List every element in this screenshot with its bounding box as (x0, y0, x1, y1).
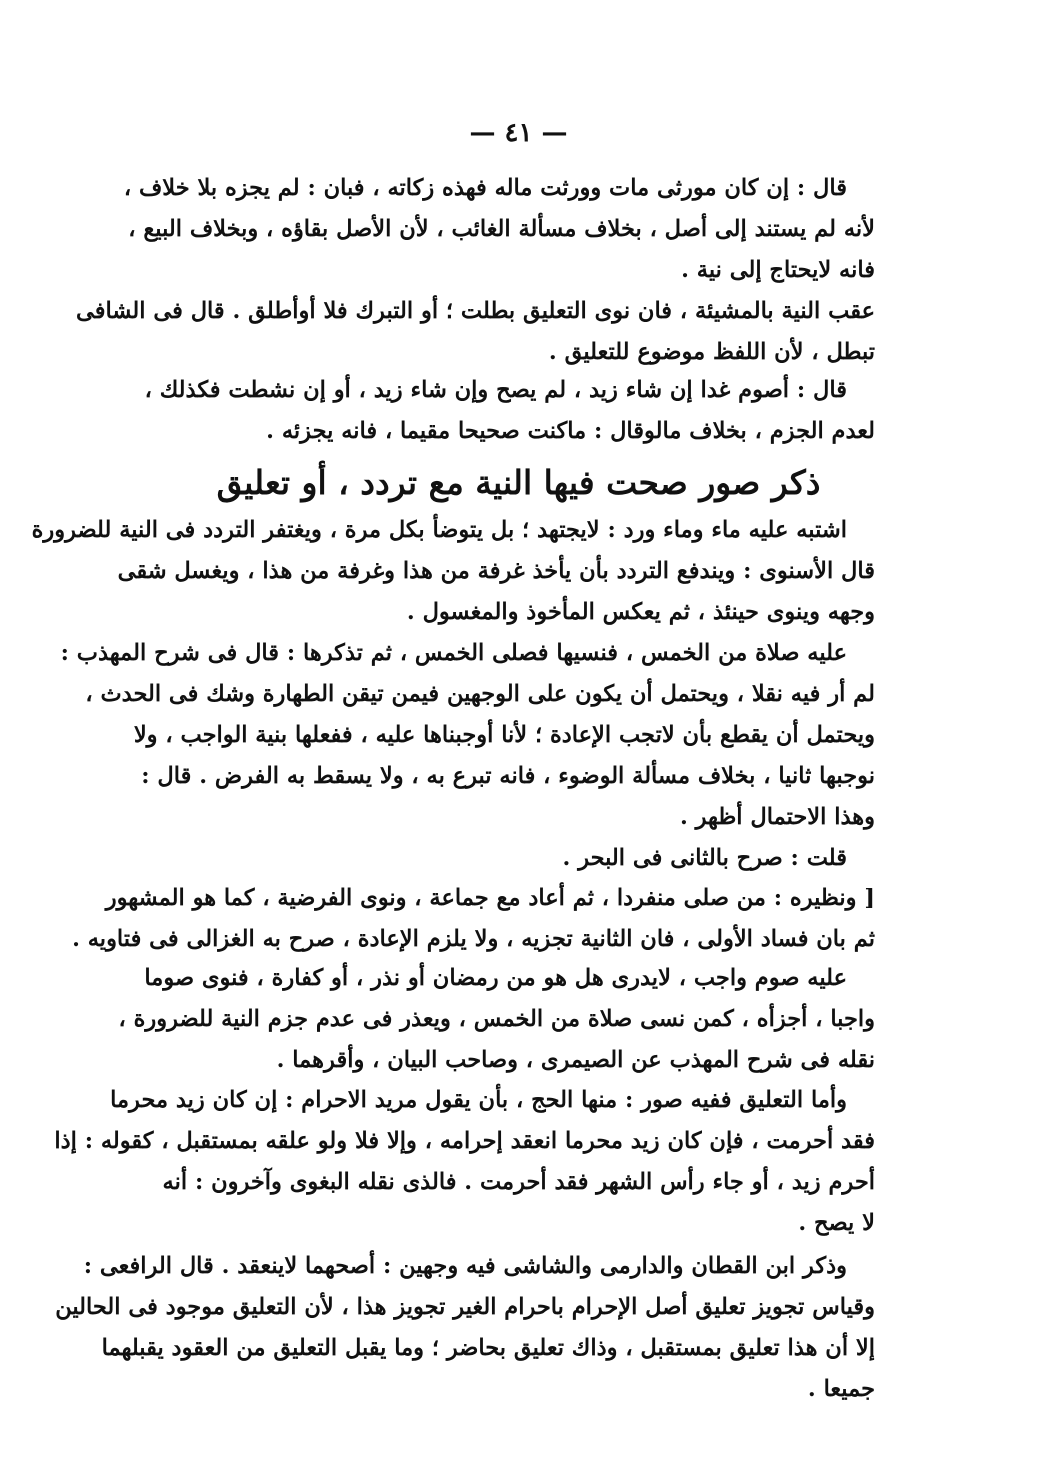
text-line: نوجبها ثانيا ، بخلاف مسألة الوضوء ، فانه تبرع به ، ولا يسقط به الفرض . قال : (141, 763, 875, 789)
text-line: [ ونظيره : من صلى منفردا ، ثم أعاد مع جماعة ، ونوى الفرضية ، كما هو المشهور (105, 885, 875, 911)
text-line: وجهه وينوى حينئذ ، ثم يعكس المأخوذ والمغسول . (406, 599, 875, 625)
paragraph-bahr-note (162, 838, 875, 879)
text-line: قال : إن كان مورثى مات وورثت ماله فهذه زكاته ، فبان : لم يجزه بلا خلاف ، (123, 175, 847, 201)
text-line: وهذا الاحتمال أظهر . (679, 804, 875, 830)
text-line: وذكر ابن القطان والدارمى والشاشى فيه وجهين : أصحهما لاينعقد . قال الرافعى : (83, 1253, 847, 1279)
paragraph-obligatory-fast (118, 958, 875, 1081)
paragraph-ibn-al-qattan (55, 1246, 875, 1410)
text-line: نقله فى شرح المهذب عن الصيمرى ، وصاحب البيان ، وأقرهما . (276, 1047, 875, 1073)
text-line: عقب النية بالمشيئة ، فان نوى التعليق بطلت ؛ أو التبرك فلا أوأطلق . قال فى الشافى (75, 298, 875, 324)
page-number: — ٤١ — (469, 118, 568, 148)
text-line: ثم بان فساد الأولى ، فان الثانية تجزيه ، ولا يلزم الإعادة ، صرح به الغزالى فى فتاويه . (72, 926, 875, 952)
text-line: لعدم الجزم ، بخلاف مالوقال : ماكنت صحيحا مقيما ، فانه يجزئه . (266, 418, 875, 444)
text-line: تبطل ، لأن اللفظ موضوع للتعليق . (548, 339, 875, 365)
text-line: لأنه لم يستند إلى أصل ، بخلاف مسألة الغائب ، لأن الأصل بقاؤه ، وبخلاف البيع ، (128, 216, 875, 242)
paragraph-water-doubt (31, 510, 875, 633)
text-line: ويحتمل أن يقطع بأن لاتجب الإعادة ؛ لأنا أوجبناها عليه ، ففعلها بنية الواجب ، ولا (133, 722, 875, 748)
text-line: فقد أحرمت ، فإن كان زيد محرما انعقد إحرامه ، وإلا فلا ولو علقه بمستقبل ، كقوله : إذا (54, 1128, 875, 1154)
text-line: وأما التعليق ففيه صور : منها الحج ، بأن يقول مريد الاحرام : إن كان زيد محرما (110, 1087, 847, 1113)
text-line: أحرم زيد ، أو جاء رأس الشهر فقد أحرمت . فالذى نقله البغوى وآخرون : أنه (162, 1169, 875, 1195)
section-heading: ذكر صور صحت فيها النية مع تردد ، أو تعليق (216, 463, 821, 502)
text-line: قلت : صرح بالثانى فى البحر . (562, 845, 847, 871)
text-line: قال : أصوم غدا إن شاء زيد ، لم يصح وإن شاء زيد ، أو إن نشطت فكذلك ، (144, 377, 847, 403)
text-line: عليه صوم واجب ، لايدرى هل هو من رمضان أو نذر ، أو كفارة ، فنوى صوما (144, 965, 847, 991)
paragraph-repeated-prayer (72, 878, 875, 960)
paragraph-mashiah (75, 291, 875, 373)
text-line: واجبا ، أجزأه ، كمن نسى صلاة من الخمس ، ويعذر فى عدم جزم النية للضرورة ، (118, 1006, 875, 1032)
text-line: فانه لايحتاج إلى نية . (681, 257, 875, 283)
text-line: اشتبه عليه ماء وماء ورد : لايجتهد ؛ بل يتوضأ بكل مرة ، ويغتفر التردد فى النية للضرورة (31, 517, 847, 543)
paragraph-inheritance-zakat (123, 168, 875, 291)
text-line: عليه صلاة من الخمس ، فنسيها فصلى الخمس ، ثم تذكرها : قال فى شرح المهذب : (60, 640, 847, 666)
text-line: لا يصح . (798, 1210, 875, 1236)
paragraph-fasting-condition (144, 370, 875, 452)
text-line: قال الأسنوى : ويندفع التردد بأن يأخذ غرفة من هذا وغرفة من هذا ، ويغسل شقى (117, 558, 875, 584)
paragraph-conditional-ihram (54, 1080, 875, 1244)
text-line: إلا أن هذا تعليق بمستقبل ، وذاك تعليق بحاضر ؛ وما يقبل التعليق من العقود يقبلهما (101, 1335, 875, 1361)
text-line: جميعا . (807, 1376, 875, 1402)
text-line: لم أر فيه نقلا ، ويحتمل أن يكون على الوجهين فيمن تيقن الطهارة وشك فى الحدث ، (85, 681, 875, 707)
text-line: وقياس تجويز تعليق أصل الإحرام باحرام الغير تجويز هذا ، لأن التعليق موجود فى الحالين (55, 1294, 875, 1320)
paragraph-forgotten-prayer (60, 633, 875, 838)
